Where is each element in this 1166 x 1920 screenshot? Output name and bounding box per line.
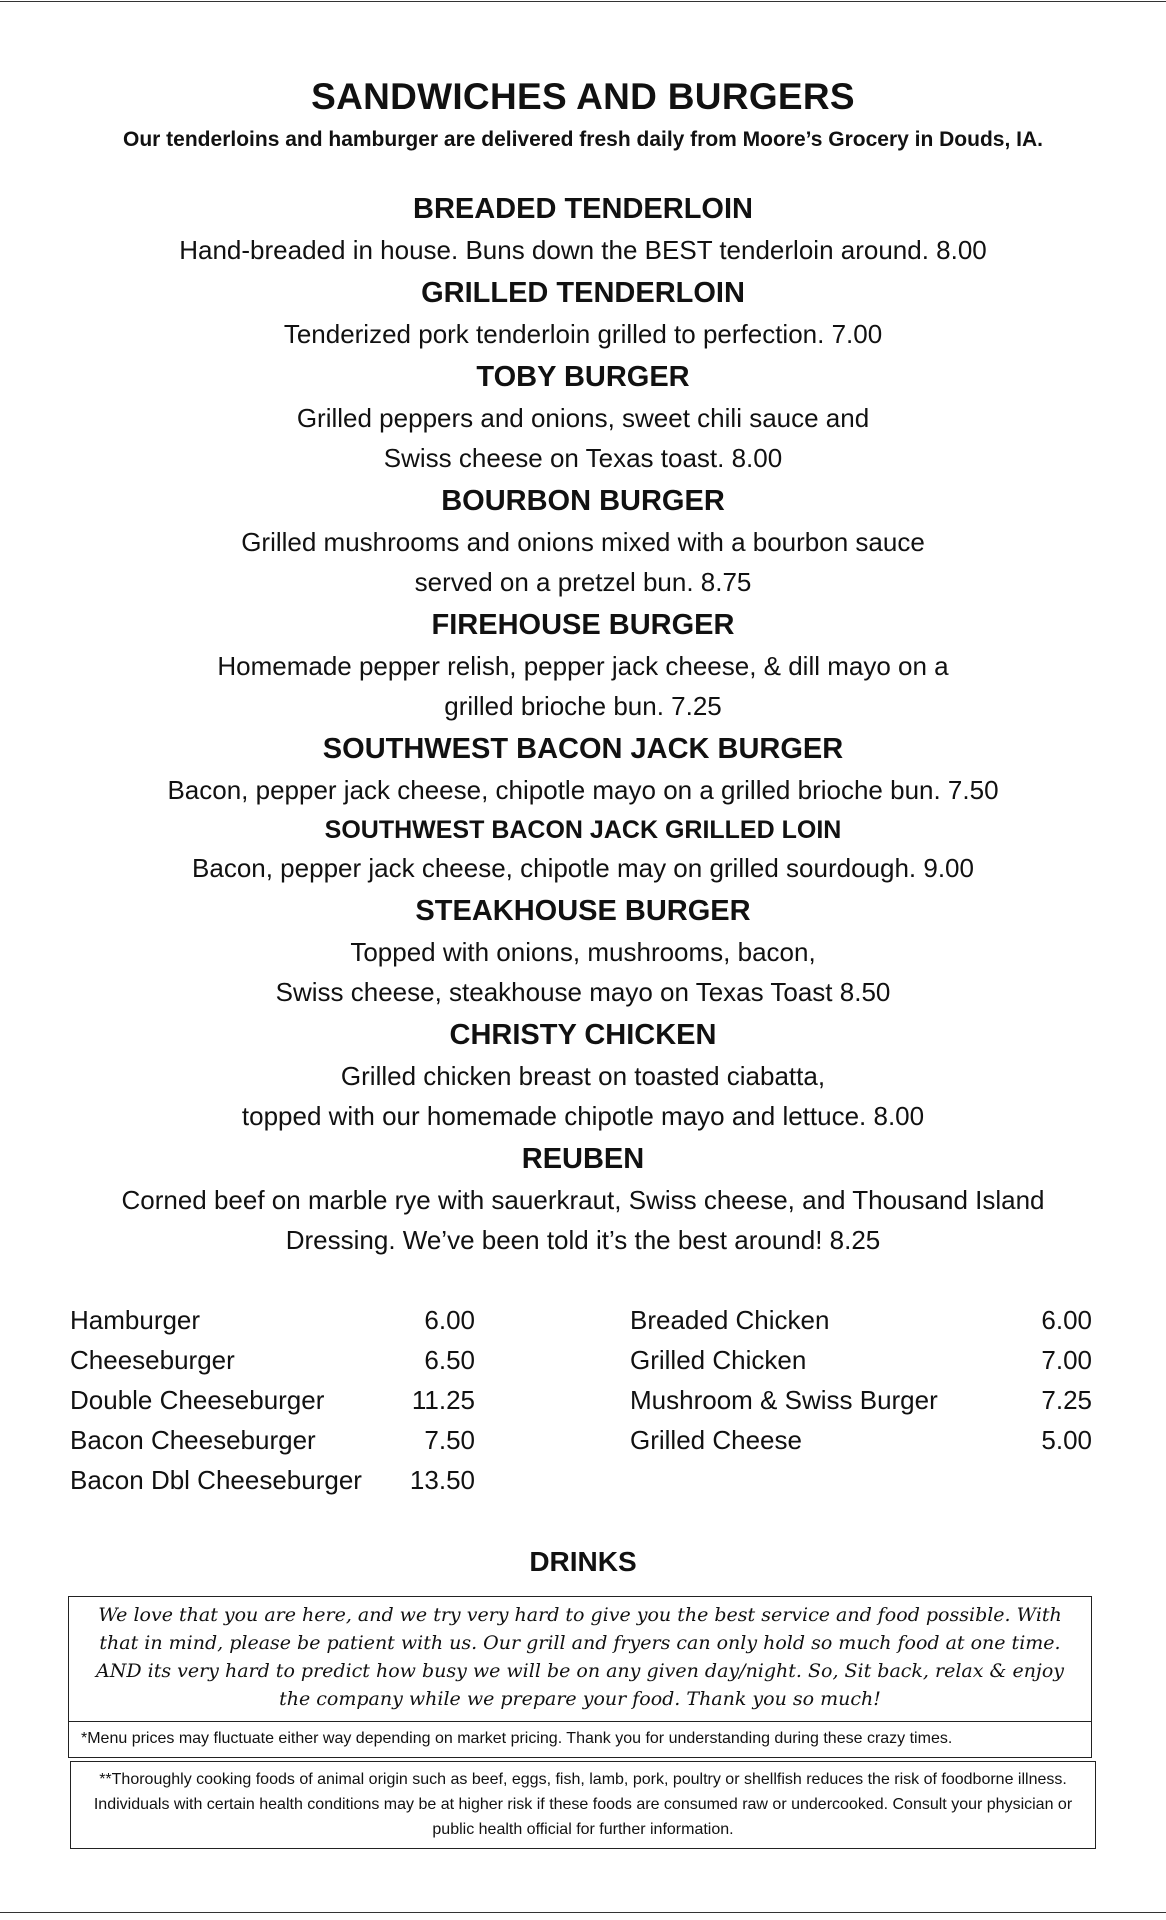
drinks-heading: DRINKS xyxy=(529,1546,637,1577)
menu-item-description: served on a pretzel bun. 8.75 xyxy=(414,567,752,597)
price-item-name: Bacon Cheeseburger xyxy=(70,1425,316,1455)
menu-item-description: Corned beef on marble rye with sauerkraut, Swiss cheese, and Thousand Island xyxy=(121,1185,1045,1215)
price-item-name: Breaded Chicken xyxy=(630,1305,830,1335)
menu-item-name: BOURBON BURGER xyxy=(441,485,725,517)
page-title: SANDWICHES AND BURGERS xyxy=(311,76,855,117)
price-item-name: Mushroom & Swiss Burger xyxy=(630,1385,938,1415)
top-border-line xyxy=(0,1,1166,2)
price-row xyxy=(70,1420,475,1460)
notice-message: We love that you are here, and we try very hard to give you the best service and food possible. With that in mind, please be patient with us. Our grill and fryers can only hold so much food at one time. AND its very hard to predict how busy we will be on any given day/night. So, Sit back, relax & enjoy the company while we prepare your food. Thank you so much! xyxy=(96,1604,1064,1710)
price-row xyxy=(70,1340,475,1380)
price-item-price: 11.25 xyxy=(411,1385,475,1415)
price-item-name: Grilled Cheese xyxy=(630,1425,802,1455)
menu-item-name: BREADED TENDERLOIN xyxy=(413,193,753,225)
price-item-name: Cheeseburger xyxy=(70,1345,235,1375)
pricing-note: *Menu prices may fluctuate either way depending on market pricing. Thank you for understanding during these crazy times. xyxy=(81,1730,953,1747)
menu-items xyxy=(0,186,1166,1260)
price-row xyxy=(630,1300,1092,1340)
price-item-name: Grilled Chicken xyxy=(630,1345,807,1375)
menu-item xyxy=(0,1012,1166,1136)
price-item-price: 6.00 xyxy=(1041,1305,1092,1335)
price-item-price: 5.00 xyxy=(1041,1425,1092,1455)
price-item-name: Hamburger xyxy=(70,1305,201,1335)
price-item-name: Bacon Dbl Cheeseburger xyxy=(70,1465,362,1495)
price-row xyxy=(630,1340,1092,1380)
menu-item-description: Tenderized pork tenderloin grilled to perfection. 7.00 xyxy=(283,319,883,349)
price-item-price: 6.00 xyxy=(424,1305,475,1335)
menu-item xyxy=(0,726,1166,810)
notice-divider xyxy=(69,1721,1091,1722)
health-warning-box: **Thoroughly cooking foods of animal origin such as beef, eggs, fish, lamb, pork, poultry or shellfish reduces the risk of foodborne illness. Individuals with certain health conditions may be at higher risk if these foods are consumed raw or undercooked. Consult your physician or public health official for further information. xyxy=(70,1761,1096,1849)
menu-item-description: Dressing. We’ve been told it’s the best around! 8.25 xyxy=(285,1225,881,1255)
menu-item-description: Bacon, pepper jack cheese, chipotle mayo on a grilled brioche bun. 7.50 xyxy=(167,775,999,805)
price-item-price: 13.50 xyxy=(409,1465,475,1495)
menu-item-name: FIREHOUSE BURGER xyxy=(431,609,735,641)
price-list-right xyxy=(630,1300,1092,1460)
menu-item-name: REUBEN xyxy=(521,1143,645,1175)
menu-item-name: CHRISTY CHICKEN xyxy=(449,1019,717,1051)
menu-item-description: Homemade pepper relish, pepper jack cheese, & dill mayo on a xyxy=(217,651,949,681)
menu-item-description: Grilled peppers and onions, sweet chili sauce and xyxy=(296,403,870,433)
menu-item-description: Swiss cheese, steakhouse mayo on Texas Toast 8.50 xyxy=(275,977,891,1007)
notice-box xyxy=(68,1596,1092,1758)
price-item-price: 7.25 xyxy=(1041,1385,1092,1415)
menu-item xyxy=(0,602,1166,726)
menu-item-name: TOBY BURGER xyxy=(476,361,690,393)
price-row xyxy=(630,1380,1092,1420)
menu-item-description: Bacon, pepper jack cheese, chipotle may on grilled sourdough. 9.00 xyxy=(192,853,974,883)
price-row xyxy=(70,1460,475,1500)
price-list-left xyxy=(70,1300,475,1500)
price-row xyxy=(70,1300,475,1340)
menu-item-description: Hand-breaded in house. Buns down the BEST tenderloin around. 8.00 xyxy=(179,235,987,265)
menu-item xyxy=(0,270,1166,354)
menu-item xyxy=(0,810,1166,888)
menu-item xyxy=(0,354,1166,478)
menu-item-description: topped with our homemade chipotle mayo and lettuce. 8.00 xyxy=(241,1101,925,1131)
menu-item xyxy=(0,478,1166,602)
price-row xyxy=(70,1380,475,1420)
menu-item-description: Grilled mushrooms and onions mixed with a bourbon sauce xyxy=(241,527,925,557)
menu-item-description: Topped with onions, mushrooms, bacon, xyxy=(350,937,816,967)
menu-item xyxy=(0,888,1166,1012)
price-row xyxy=(630,1420,1092,1460)
menu-item xyxy=(0,1136,1166,1260)
price-item-price: 7.00 xyxy=(1041,1345,1092,1375)
bottom-border-line xyxy=(0,1912,1166,1913)
menu-item-description: Swiss cheese on Texas toast. 8.00 xyxy=(383,443,783,473)
menu-item-name: STEAKHOUSE BURGER xyxy=(415,895,751,927)
price-item-price: 6.50 xyxy=(424,1345,475,1375)
menu-item-description: Grilled chicken breast on toasted ciabatta, xyxy=(340,1061,826,1091)
menu-item-name: SOUTHWEST BACON JACK BURGER xyxy=(322,733,844,765)
price-item-price: 7.50 xyxy=(424,1425,475,1455)
price-item-name: Double Cheeseburger xyxy=(70,1385,325,1415)
page-subtitle: Our tenderloins and hamburger are delivered fresh daily from Moore’s Grocery in Douds, IA. xyxy=(123,128,1043,151)
menu-item-name: SOUTHWEST BACON JACK GRILLED LOIN xyxy=(324,816,842,844)
menu-item-name: GRILLED TENDERLOIN xyxy=(421,277,745,309)
menu-item xyxy=(0,186,1166,270)
menu-item-description: grilled brioche bun. 7.25 xyxy=(444,691,722,721)
